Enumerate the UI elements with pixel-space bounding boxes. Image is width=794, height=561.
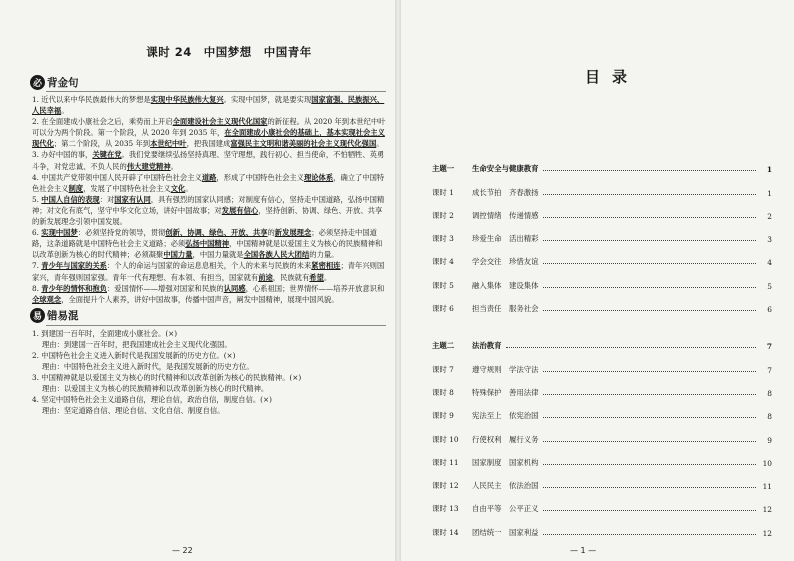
section-recite-header <box>30 74 386 90</box>
text-run: 。 <box>170 161 178 171</box>
recite-item <box>32 260 386 282</box>
error-reason: 理由：以爱国主义为核心的民族精神和以改革创新为核心的时代精神。 <box>42 384 269 394</box>
error-item <box>32 394 386 416</box>
toc-page-number: 8 <box>767 388 772 398</box>
toc-lesson-name: 融入集体 建设集体 <box>472 280 539 290</box>
toc-gap <box>432 314 772 328</box>
right-page <box>398 0 794 561</box>
toc-lesson-name: 学会交往 珍惜友谊 <box>472 257 539 267</box>
toc-lesson-number: 课时 7 <box>432 364 454 374</box>
key-phrase: 发展有信心 <box>221 205 259 215</box>
toc-lesson-number: 课时 13 <box>432 504 459 514</box>
text-run: 的 <box>267 228 275 238</box>
toc-lesson-number: 课时 1 <box>432 187 454 197</box>
toc-lesson-row <box>432 244 772 267</box>
lesson-title: 课时 24 中国梦想 中国青年 <box>146 45 312 59</box>
key-phrase: 希望 <box>309 272 324 282</box>
key-phrase: 中国人自信的表现 <box>41 194 100 204</box>
text-run: ：爱国情怀——增强对国家和民族的 <box>106 283 224 293</box>
table-of-contents <box>432 151 772 538</box>
toc-lesson-number: 课时 3 <box>432 234 454 244</box>
text-run: ，民族就有 <box>272 272 310 282</box>
text-run: 。 <box>185 183 193 193</box>
text-run: ，发展了中国特色社会主义 <box>83 183 171 193</box>
text-run: 。 <box>323 272 332 282</box>
toc-page-number: 8 <box>767 412 772 422</box>
text-run: 2. 在全面建成小康社会之后，乘势而上开启 <box>32 117 173 127</box>
toc-title: 目录 <box>584 68 639 86</box>
section-rule <box>46 325 386 326</box>
toc-lesson-name: 调控情绪 传递情感 <box>472 210 539 220</box>
toc-lesson-number: 课时 4 <box>432 257 454 267</box>
toc-dot-leader <box>543 487 756 488</box>
toc-lesson-number: 课时 5 <box>432 280 454 290</box>
text-run: ，具有强烈的国家认同感；对制度有信心，坚持走中国道路，弘扬中国精神；对文化有底气，坚守中华文化立场，讲好中国故事；对 <box>32 194 385 215</box>
text-run: ，确立了中国特色社会主义 <box>32 172 385 193</box>
text-run: 。 <box>61 106 69 116</box>
key-phrase: 青少年的情怀和抱负 <box>41 283 107 293</box>
toc-page-number: 1 <box>766 165 772 175</box>
toc-topic-row <box>432 328 772 351</box>
toc-dot-leader <box>506 347 756 348</box>
error-item <box>32 372 386 394</box>
toc-page-number: 3 <box>767 235 772 245</box>
text-run: ：必须坚持党的领导，贯彻 <box>77 228 166 238</box>
key-phrase: 富强民主文明和谐美丽的社会主义现代化强国 <box>230 139 377 149</box>
section-errors-header <box>30 308 386 324</box>
key-phrase: 青少年与国家的关系 <box>41 261 107 271</box>
text-run: 7. <box>32 261 42 271</box>
toc-lesson-name: 珍爱生命 活出精彩 <box>472 234 539 244</box>
key-phrase: 创新、协调、绿色、开放、共享 <box>165 228 268 238</box>
key-phrase: 实现中华民族伟大复兴 <box>150 95 224 104</box>
toc-page-number: 7 <box>767 365 772 375</box>
text-run: ，中国力量就是 <box>192 250 244 260</box>
toc-dot-leader <box>543 441 756 442</box>
toc-dot-leader <box>543 534 756 535</box>
key-phrase: 认同感 <box>223 283 246 293</box>
toc-lesson-name: 遵守规则 学法守法 <box>472 364 539 374</box>
page-number-right: — 1 — <box>570 546 597 555</box>
key-phrase: 前途 <box>258 272 273 282</box>
toc-lesson-row <box>432 267 772 290</box>
toc-lesson-name: 自由平等 公平正义 <box>472 504 539 514</box>
text-run: ：对 <box>99 194 115 204</box>
toc-lesson-number: 课时 10 <box>432 434 459 444</box>
section-badge-icon: 必 <box>30 75 45 90</box>
text-run: ，形成了中国特色社会主义 <box>216 172 304 182</box>
key-phrase: 实现中国梦 <box>41 228 78 238</box>
key-phrase: 文化 <box>170 183 186 193</box>
text-run: 的新征程。从 2020 年到本世纪中叶可以分为两个阶段。第一个阶段，从 2020 年到 2035 年， <box>32 117 386 138</box>
text-run: ，心系祖国；世界情怀——培养开放意识和 <box>245 283 385 293</box>
text-run: ；必须坚持走中国道路，这条道路就是中国特色社会主义道路；必须 <box>32 228 377 249</box>
recite-item <box>32 149 386 171</box>
toc-page-number: 9 <box>767 435 772 445</box>
toc-page-number: 1 <box>767 188 772 198</box>
key-phrase: 国家富强、民族振兴、人民幸福 <box>32 95 385 116</box>
toc-lesson-number: 课时 2 <box>432 210 454 220</box>
error-reason: 理由：到建国一百年时，把我国建成社会主义现代化强国。 <box>42 339 232 349</box>
page-number-left: — 22 <box>172 546 193 555</box>
toc-lesson-name: 人民民主 依法治国 <box>472 481 539 491</box>
toc-lesson-name: 特殊保护 善用法律 <box>472 387 539 397</box>
recite-item <box>32 194 386 227</box>
text-run: ；第二个阶段，从 2035 年到 <box>53 139 151 149</box>
text-run: 5. <box>32 194 42 204</box>
error-statement: 1. 到建国一百年时，全面建成小康社会。(×) <box>32 328 178 338</box>
toc-dot-leader <box>543 464 756 465</box>
error-statement: 3. 中国精神就是以爱国主义为核心的时代精神和以改革创新为核心的民族精神。(×) <box>32 373 302 383</box>
toc-dot-leader <box>543 310 756 311</box>
key-phrase: 全面建设社会主义现代化国家 <box>172 117 268 127</box>
text-run: 6. <box>32 228 42 238</box>
key-phrase: 全国各族人民大团结 <box>243 250 310 260</box>
toc-lesson-number: 课时 12 <box>432 481 459 491</box>
toc-lesson-row <box>432 398 772 421</box>
toc-dot-leader <box>543 217 756 218</box>
recite-item <box>32 94 386 116</box>
recite-list <box>32 94 386 305</box>
key-phrase: 伟大建党精神 <box>126 161 171 171</box>
recite-item <box>32 227 386 260</box>
key-phrase: 本世纪中叶 <box>150 139 187 149</box>
text-run: 。 <box>376 139 384 149</box>
toc-dot-leader <box>543 194 756 195</box>
toc-dot-leader <box>543 510 756 511</box>
key-phrase: 关键在党 <box>92 150 122 160</box>
toc-topic-label: 主题二 <box>432 341 455 351</box>
error-reason: 理由：坚定道路自信、理论自信、文化自信、制度自信。 <box>42 406 225 416</box>
key-phrase: 在全面建成小康社会的基础上，基本实现社会主义现代化 <box>32 128 385 149</box>
text-run: 4. 中国共产党带领中国人民开辟了中国特色社会主义 <box>32 172 202 182</box>
toc-page-number: 6 <box>767 305 772 315</box>
toc-lesson-name: 行使权利 履行义务 <box>472 434 539 444</box>
toc-page-number: 4 <box>767 258 772 268</box>
key-phrase: 弘扬中国精神 <box>185 239 230 249</box>
text-run: ，坚持创新、协调、绿色、开放、共享的新发展理念引领中国发展。 <box>32 205 383 227</box>
toc-lesson-row <box>432 491 772 514</box>
toc-lesson-row <box>432 351 772 374</box>
toc-lesson-number: 课时 11 <box>432 457 459 467</box>
toc-page-number: 11 <box>762 482 772 492</box>
toc-lesson-row <box>432 468 772 491</box>
key-phrase: 新发展理念 <box>274 228 312 238</box>
error-statement: 2. 中国特色社会主义进入新时代是我国发展新的历史方位。(×) <box>32 350 236 360</box>
toc-lesson-row <box>432 445 772 468</box>
recite-item <box>32 283 386 305</box>
toc-lesson-number: 课时 9 <box>432 411 454 421</box>
section-label: 背金句 <box>47 76 79 89</box>
toc-lesson-number: 课时 14 <box>432 527 459 537</box>
key-phrase: 全球观念 <box>32 294 62 304</box>
toc-lesson-name: 团结统一 国家利益 <box>472 527 539 537</box>
toc-dot-leader <box>543 263 756 264</box>
key-phrase: 紧密相连 <box>311 261 341 271</box>
section-rule <box>46 91 386 92</box>
error-statement: 4. 坚定中国特色社会主义道路自信，理论自信，政治自信，制度自信。(×) <box>32 395 272 405</box>
toc-lesson-row <box>432 221 772 244</box>
text-run: ，中国精神就是以爱国主义为核心的民族精神和以改革创新为核心的时代精神；必须凝聚 <box>32 239 383 260</box>
toc-page-number: 2 <box>767 211 772 221</box>
toc-dot-leader <box>543 240 756 241</box>
key-phrase: 制度 <box>68 183 84 193</box>
toc-page-number: 5 <box>767 281 772 291</box>
toc-lesson-row <box>432 375 772 398</box>
toc-dot-leader <box>543 417 756 418</box>
text-run: 1. 近代以来中华民族最伟大的梦想是 <box>32 95 151 104</box>
text-run: 3. 办好中国的事， <box>32 150 93 160</box>
toc-page-number: 12 <box>762 528 772 538</box>
toc-lesson-name: 担当责任 服务社会 <box>472 304 539 314</box>
recite-item <box>32 116 386 149</box>
toc-lesson-name: 宪法至上 依宪治国 <box>472 411 539 421</box>
toc-dot-leader <box>543 394 756 395</box>
text-run: 。实现中国梦，就是要实现 <box>223 95 312 104</box>
text-run: 的力量。 <box>309 250 339 260</box>
toc-lesson-name: 成长节拍 齐春激扬 <box>472 187 539 197</box>
toc-page-number: 7 <box>766 342 772 352</box>
text-run: 8. <box>32 283 42 293</box>
toc-dot-leader <box>543 170 756 171</box>
toc-lesson-number: 课时 6 <box>432 304 454 314</box>
text-run: ：个人的命运与国家的命运息息相关，个人的未来与民族的未来 <box>106 261 312 271</box>
recite-item <box>32 172 386 194</box>
error-item <box>32 350 386 372</box>
key-phrase: 理论体系 <box>303 172 334 182</box>
toc-topic-name: 生命安全与健康教育 <box>472 164 539 174</box>
toc-topic-row <box>432 151 772 174</box>
error-reason: 理由：中国特色社会主义进入新时代，是我国发展新的历史方位。 <box>42 362 254 372</box>
section-badge-icon: 易 <box>30 308 45 323</box>
key-phrase: 中国力量 <box>163 250 193 260</box>
key-phrase: 国家有认同 <box>114 194 151 204</box>
toc-lesson-row <box>432 421 772 444</box>
text-run: ，全面提升个人素养，讲好中国故事，传播中国声音，阐发中国精神，展现中国风貌。 <box>61 294 339 304</box>
text-run: 。我们党要继续弘扬坚持真理、坚守理想，践行初心、担当使命，不怕牺牲、英勇斗争，对党忠诚、不负人民的 <box>32 150 385 171</box>
text-run: ；青年兴则国家兴，青年强则国家强。青年一代有理想、有本领、有担当，国家就有 <box>32 261 385 282</box>
toc-topic-name: 法治教育 <box>472 341 502 351</box>
toc-lesson-name: 国家制度 国家机构 <box>472 457 539 467</box>
toc-lesson-row <box>432 198 772 221</box>
key-phrase: 道路 <box>201 172 217 182</box>
section-label: 错易混 <box>47 310 79 323</box>
toc-lesson-row <box>432 291 772 314</box>
error-list <box>32 328 386 417</box>
toc-page-number: 10 <box>762 458 772 468</box>
error-item <box>32 328 386 350</box>
toc-lesson-row <box>432 514 772 537</box>
toc-dot-leader <box>543 371 756 372</box>
toc-dot-leader <box>543 287 756 288</box>
toc-topic-label: 主题一 <box>432 164 455 174</box>
text-run: ，把我国建成 <box>186 139 231 149</box>
toc-lesson-row <box>432 174 772 197</box>
toc-lesson-number: 课时 8 <box>432 387 454 397</box>
toc-page-number: 12 <box>762 505 772 515</box>
